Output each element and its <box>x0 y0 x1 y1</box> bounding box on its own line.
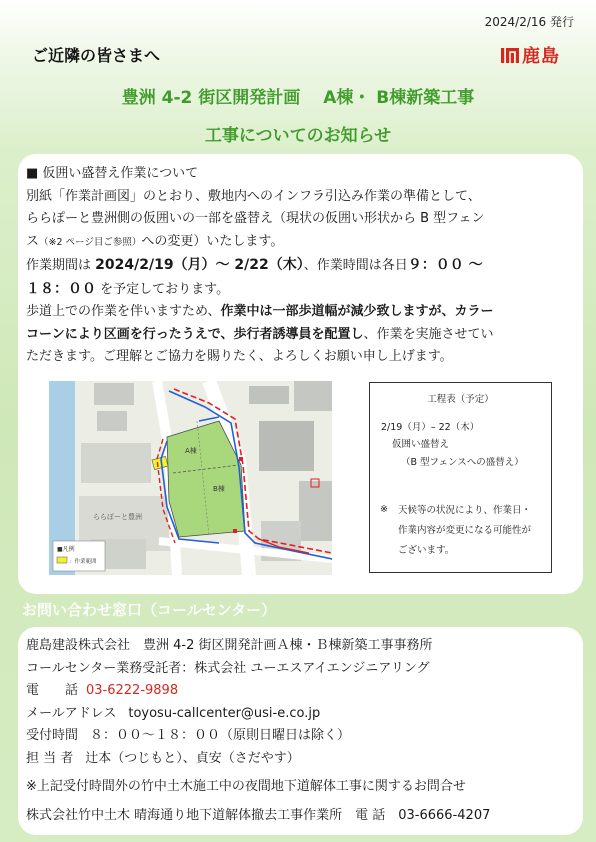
email-label: メールアドレス <box>26 705 117 721</box>
contact-heading: お問い合わせ窓口（コールセンター） <box>22 601 277 619</box>
notice-heading: ■ 仮囲い盛替え作業について <box>26 166 199 181</box>
schedule-item: 仮囲い盛替え <box>392 439 450 450</box>
work-start-time: ９：００ ～ <box>407 257 483 273</box>
work-period: 2024/2/19（月）～ 2/22（木） <box>95 257 304 273</box>
legend-title: ■凡例 <box>57 546 75 553</box>
page-reference: （※2 ページ目ご参照） <box>39 236 142 248</box>
issue-date: 2024/2/16 発行 <box>484 15 574 29</box>
phone-number[interactable]: 03-6222-9898 <box>86 683 179 698</box>
kajima-logo <box>500 42 560 68</box>
notice-body <box>26 163 578 369</box>
schedule-note-line: 作業内容が変更になる可能性が <box>398 525 532 536</box>
notice-text: を予定しております。 <box>96 281 230 297</box>
notice-emphasis: コーンにより区画を行ったうえで、歩行者誘導員を配置し <box>26 326 364 342</box>
email-address[interactable]: toyosu-callcenter@usi-e.co.jp <box>128 705 321 721</box>
label-building-b: B棟 <box>213 485 225 493</box>
work-area-map <box>49 381 332 575</box>
hours-label: 受付時間 <box>26 728 79 743</box>
notice-line: ただきます。ご理解とご協力を賜りたく、よろしくお願い申し上げます。 <box>26 349 453 364</box>
contact-callcenter: コールセンター業務受託者：株式会社 ユーエスアイエンジニアリング <box>26 660 430 676</box>
schedule-note-line: 天候等の状況により、作業日・ <box>398 505 532 516</box>
hours-value: ８：００～１８：００（原則日曜日は除く） <box>90 728 351 743</box>
label-building-a: A棟 <box>185 447 197 455</box>
contact-office: 鹿島建設株式会社 豊洲 4-2 街区開発計画Ａ棟・Ｂ棟新築工事事務所 <box>26 638 433 653</box>
greeting: ご近隣の皆さまへ <box>32 46 161 65</box>
schedule-item-detail: （B 型フェンスへの盛替え） <box>401 457 524 468</box>
staff-names: 辻本（つじもと）、貞安（さだやす） <box>85 750 300 766</box>
notice-line <box>26 278 578 302</box>
notice-line <box>26 301 578 324</box>
notice-line: 別紙「作業計画図」のとおり、敷地内へのインフラ引込み作業の準備として、 <box>26 188 481 204</box>
schedule-date: 2/19（月）– 22（木） <box>381 422 480 433</box>
notice-text: 、作業時間は各日 <box>303 258 408 273</box>
notice-text: 、作業を実施させてい <box>363 326 494 342</box>
page-title: 豊洲 4-2 街区開発計画 A棟・ B棟新築工事 <box>121 88 475 108</box>
contact-staff-row <box>26 748 578 771</box>
logo-text: 鹿島 <box>522 46 560 67</box>
map-drawing <box>49 381 332 575</box>
schedule-box <box>369 382 552 573</box>
schedule-title: 工程表（予定） <box>427 394 494 405</box>
kajima-logo-icon <box>500 45 520 65</box>
label-lalaport: ららぽーと豊洲 <box>93 513 142 521</box>
contact-phone-row <box>26 680 578 703</box>
schedule-note <box>398 501 548 561</box>
contact-email-row <box>26 703 578 726</box>
page-subtitle: 工事についてのお知らせ <box>204 126 392 146</box>
note-mark: ※ <box>380 504 388 515</box>
notice-line <box>26 231 578 255</box>
notice-line <box>26 254 578 278</box>
contact-hours-row <box>26 725 578 748</box>
legend-item: ：作業範囲 <box>69 559 97 565</box>
staff-label: 担 当 者 <box>26 750 74 766</box>
contact-body <box>26 635 578 827</box>
work-end-time: １８：００ <box>26 280 96 297</box>
schedule-note-line: ございます。 <box>398 545 455 556</box>
notice-text: 作業期間は <box>26 258 96 273</box>
phone-label: 電 話 <box>26 683 79 698</box>
notice-text: への変更）いたします。 <box>141 233 284 249</box>
notice-text: ス <box>26 233 40 249</box>
notice-emphasis: 作業中は一部歩道幅が減少致しますが、カラー <box>220 304 494 319</box>
notice-text: 歩道上での作業を伴いますため、 <box>26 304 221 319</box>
notice-line <box>26 324 578 347</box>
takenaka-contact: 株式会社竹中土木 晴海通り地下道解体撤去工事作業所 電 話 03-6666-4207 <box>26 807 491 823</box>
takenaka-note: ※上記受付時間外の竹中土木施工中の夜間地下道解体工事に関するお問合せ <box>26 779 466 794</box>
notice-line: ららぽーと豊洲側の仮囲いの一部を盛替え（現状の仮囲い形状から B 型フェン <box>26 211 485 226</box>
